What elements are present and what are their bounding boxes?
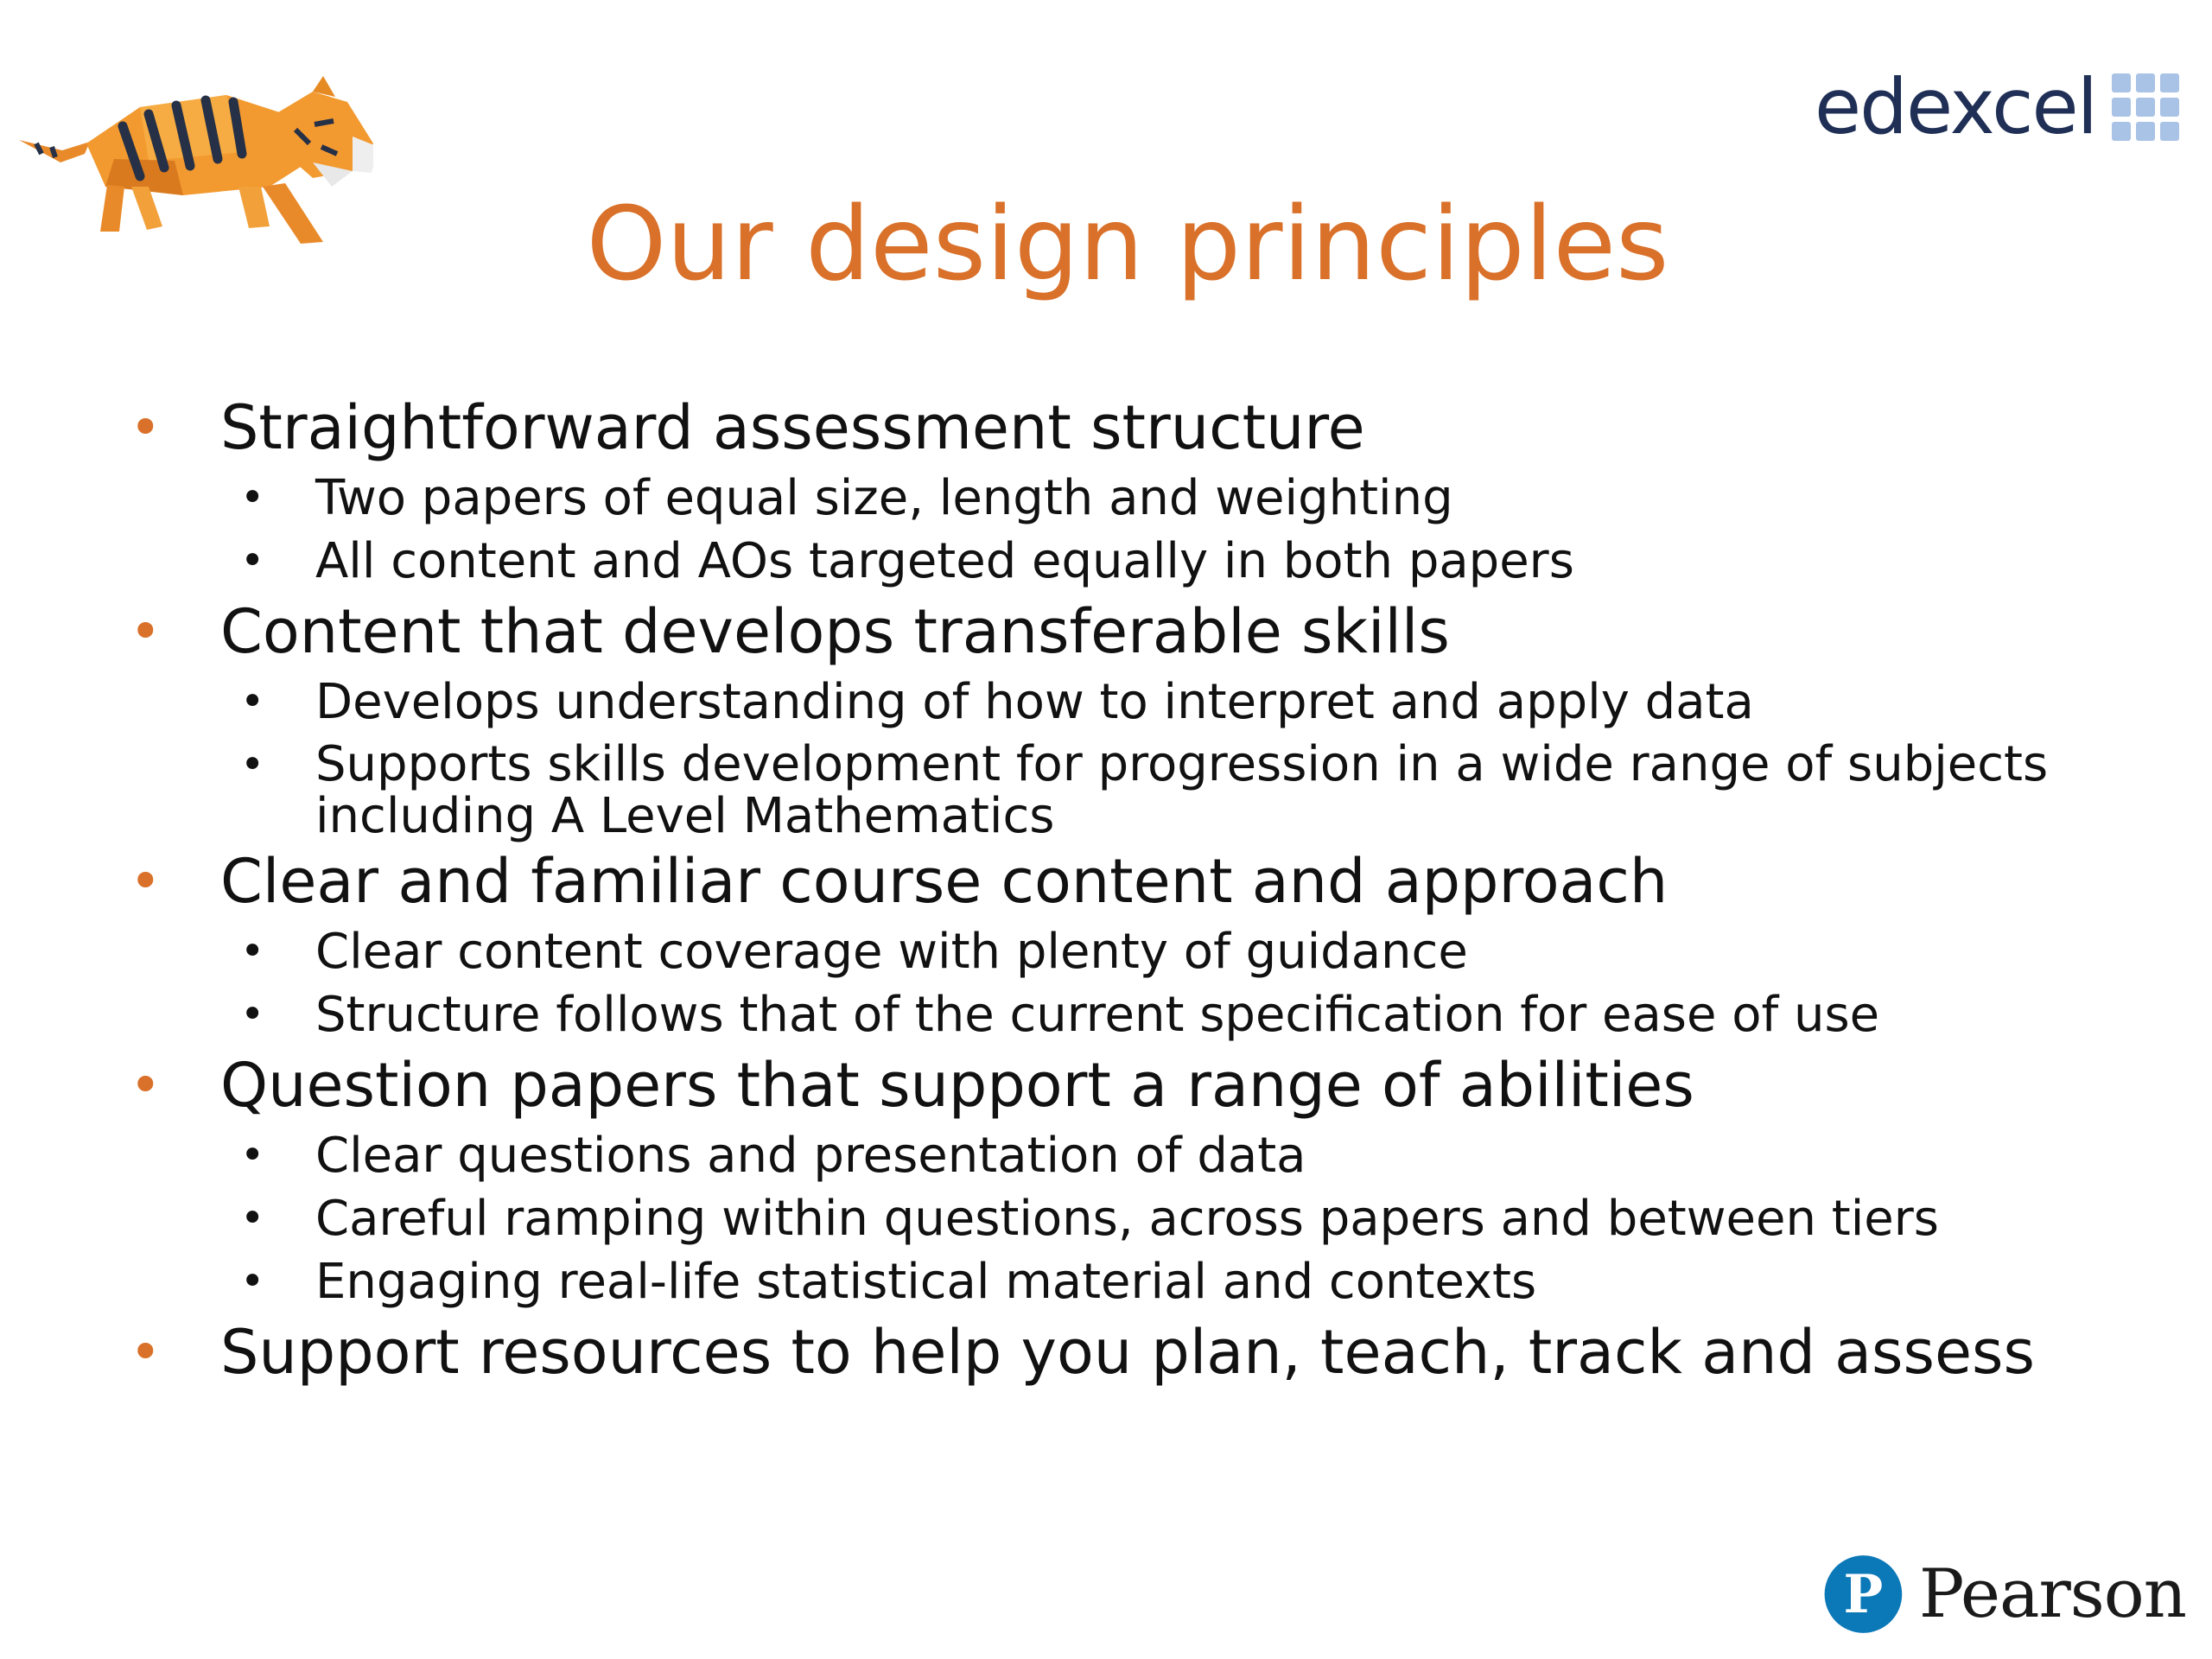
sub-bullet-dot-icon: • (240, 474, 265, 522)
pearson-logo (1823, 1538, 2186, 1650)
bullet-dot-icon: • (130, 600, 162, 663)
sub-bullet-item (130, 920, 2117, 983)
sub-bullet-text: Structure follows that of the current specification for ease of use (315, 987, 1880, 1043)
pearson-wordmark: Pearson (1918, 1555, 2186, 1633)
sub-bullet-text: Careful ramping within questions, across papers and between tiers (315, 1191, 1939, 1247)
sub-bullet-dot-icon: • (240, 1194, 265, 1243)
bullet-dot-icon: • (130, 1320, 162, 1383)
page-title: Our design principles (586, 184, 1669, 303)
sub-bullet-item (130, 1124, 2117, 1187)
sub-bullet-item (130, 1187, 2117, 1250)
bullet-item (130, 1313, 2117, 1391)
sub-bullet-item (130, 671, 2117, 734)
bullet-text: Question papers that support a range of abilities (220, 1050, 1694, 1121)
sub-bullet-text: Clear questions and presentation of data (315, 1128, 1306, 1184)
sub-bullet-dot-icon: • (240, 1131, 265, 1179)
sub-bullet-text: Engaging real-life statistical material and contexts (315, 1254, 1537, 1310)
sub-bullet-dot-icon: • (240, 741, 265, 789)
sub-bullet-item (130, 983, 2117, 1046)
sub-bullet-dot-icon: • (240, 1257, 265, 1306)
edexcel-wordmark: edexcel (1815, 62, 2097, 151)
sub-bullet-item (130, 530, 2117, 593)
bullet-list (130, 389, 2117, 1391)
sub-bullet-dot-icon: • (240, 537, 265, 585)
sub-bullet-item (130, 467, 2117, 530)
sub-bullet-text: Develops understanding of how to interpret and apply data (315, 674, 1754, 730)
sub-bullet-text: Supports skills development for progression in a wide range of subjects including A Level Mathematics (315, 736, 2049, 844)
bullet-item (130, 593, 2117, 671)
sub-bullet-dot-icon: • (240, 990, 265, 1039)
bullet-text: Straightforward assessment structure (220, 392, 1365, 463)
svg-text:P: P (1843, 1563, 1884, 1625)
bullet-item (130, 842, 2117, 920)
bullet-text: Clear and familiar course content and approach (220, 846, 1669, 917)
bullet-dot-icon: • (130, 1053, 162, 1116)
sub-bullet-item (130, 1250, 2117, 1313)
bullet-dot-icon: • (130, 396, 162, 459)
bullet-text: Support resources to help you plan, teach, track and assess (220, 1317, 2035, 1388)
sub-bullet-text: Two papers of equal size, length and weighting (315, 470, 1453, 526)
sub-bullet-dot-icon: • (240, 677, 265, 726)
pearson-p-icon (1823, 1544, 1904, 1644)
edexcel-grid-icon (2112, 73, 2179, 141)
bullet-item (130, 389, 2117, 467)
sub-bullet-item (130, 734, 2117, 842)
bullet-dot-icon: • (130, 849, 162, 912)
bullet-text: Content that develops transferable skills (220, 596, 1450, 667)
edexcel-logo (1815, 64, 2186, 150)
bullet-item (130, 1046, 2117, 1124)
sub-bullet-dot-icon: • (240, 927, 265, 976)
sub-bullet-text: All content and AOs targeted equally in both papers (315, 533, 1574, 589)
sub-bullet-text: Clear content coverage with plenty of guidance (315, 924, 1468, 980)
